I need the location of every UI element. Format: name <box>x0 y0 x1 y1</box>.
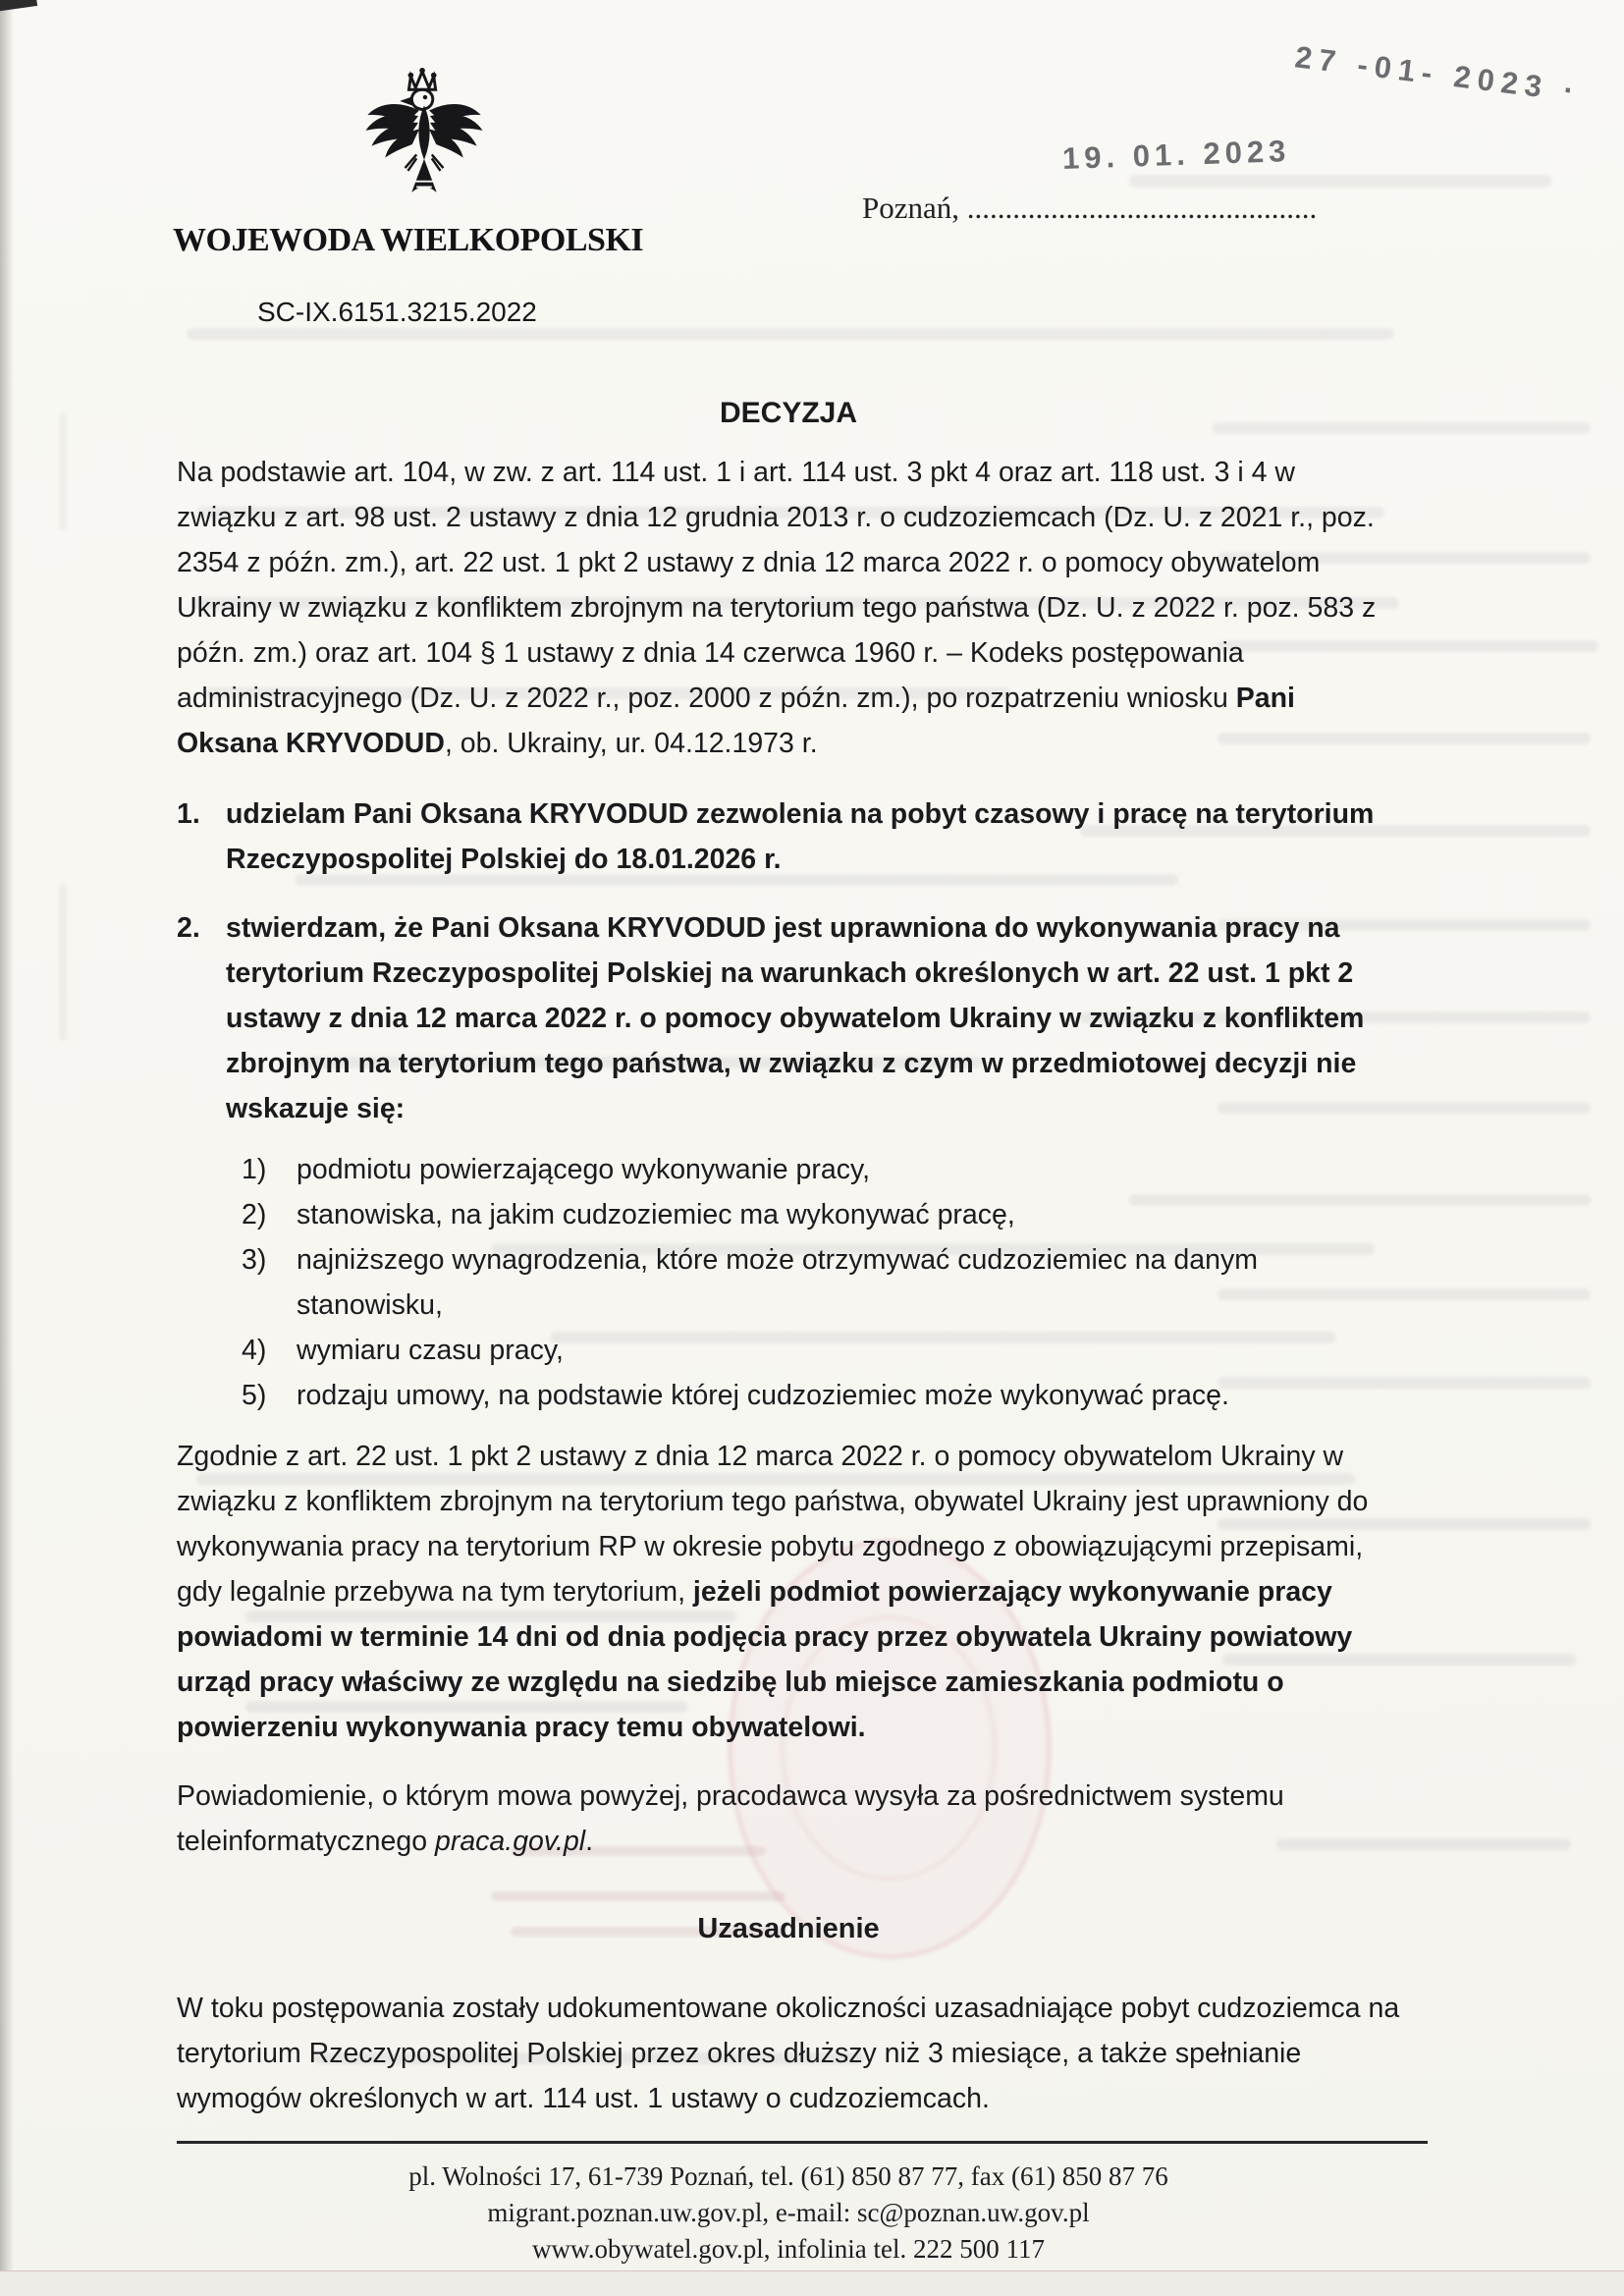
list-item <box>177 1192 1400 1237</box>
bleed-through-artifact <box>59 412 67 530</box>
list-item-text <box>297 1147 1400 1192</box>
list-item-text <box>297 1373 1400 1418</box>
text-segment: Na podstawie art. 104, w zw. z art. 114 ust. 1 i art. 114 ust. 3 pkt 4 oraz art. 118 ust. 3 i 4 w związku z art. 98 ust. 2 ustawy z dnia 12 grudnia 2013 r. o cudzoziemcach (Dz. U. z 2021 r., poz. 2354 z późn. zm.), art. 22 ust. 1 pkt 2 ustawy z dnia 12 marca 2022 r. o pomocy obywatelom Ukrainy w związku z konfliktem zbrojnym na terytorium tego państwa (Dz. U. z 2022 r. poz. 583 z późn. zm.) oraz art. 104 § 1 ustawy z dnia 14 czerwca 1960 r. – Kodeks postępowania administracyjnego (Dz. U. z 2022 r., poz. 2000 z późn. zm.), po rozpatrzeniu wniosku <box>177 457 1377 714</box>
footer-infoline-line: www.obywatel.gov.pl, infolinia tel. 222 500 117 <box>532 2234 1045 2264</box>
text-segment: najniższego wynagrodzenia, które może otrzymywać cudzoziemiec na danym stanowisku, <box>297 1244 1258 1321</box>
bleed-through-artifact <box>1129 175 1551 188</box>
text-segment: udzielam Pani Oksana KRYVODUD zezwolenia na pobyt czasowy i pracę na terytorium Rzeczypospolitej Polskiej do 18.01.2026 r. <box>226 798 1375 875</box>
text-segment: jeżeli podmiot powierzający wykonywanie pracy powiadomi w terminie 14 dni od dnia podjęcia pracy przez obywatela Ukrainy powiatowy urząd pracy właściwy ze względu na siedzibę lub miejsce zamieszkania podmiotu o powierzeniu wykonywania pracy temu obywatelowi. <box>177 1576 1353 1743</box>
footer-web-email-line: migrant.poznan.uw.gov.pl, e-mail: sc@poznan.uw.gov.pl <box>487 2198 1090 2227</box>
text-segment: wymiaru czasu pracy, <box>297 1335 564 1366</box>
text-segment: . <box>585 1826 594 1857</box>
article-22-explanation-paragraph <box>177 1434 1400 1750</box>
scan-edge-artifact <box>0 0 14 2296</box>
text-segment: Pani Oksana KRYVODUD <box>177 683 1295 759</box>
list-item <box>177 792 1400 882</box>
document-title: DECYZJA <box>719 397 858 429</box>
justification-heading: Uzasadnienie <box>697 1913 880 1944</box>
date-stamp-19-01-2023: 19. 01. 2023 <box>1061 133 1291 177</box>
text-segment: Zgodnie z art. 22 ust. 1 pkt 2 ustawy z dnia 12 marca 2022 r. o pomocy obywatelom Ukrainy w związku z konfliktem zbrojnym na terytorium tego państwa, obywatel Ukrainy jest uprawniony do wykonywania pracy na terytorium RP w okresie pobytu zgodnego z obowiązującymi przepisami, gdy legalnie przebywa na tym terytorium, <box>177 1441 1369 1608</box>
case-reference-number: SC-IX.6151.3215.2022 <box>257 297 537 327</box>
scan-bottom-artifact <box>0 2270 1624 2296</box>
place-date-line: Poznań, .............................................. <box>862 191 1318 225</box>
list-item <box>177 905 1400 1131</box>
list-item-number: 5) <box>242 1380 267 1411</box>
bleed-through-artifact <box>491 1891 785 1901</box>
not-specified-items-list <box>177 1147 1400 1418</box>
text-segment: praca.gov.pl <box>434 1826 586 1857</box>
scan-corner-artifact <box>0 0 37 12</box>
list-item <box>177 1237 1400 1328</box>
list-item-text <box>226 792 1400 882</box>
legal-basis-paragraph <box>177 450 1400 766</box>
list-item-number: 1. <box>177 798 200 830</box>
date-stamp-27-01-2023: 27 -01- 2023 · <box>1293 39 1583 109</box>
notification-paragraph <box>177 1774 1400 1864</box>
list-item-text <box>297 1237 1400 1328</box>
text-segment: , ob. Ukrainy, ur. 04.12.1973 r. <box>444 728 818 759</box>
polish-eagle-emblem <box>355 63 493 206</box>
list-item-text <box>226 905 1400 1131</box>
text-segment: rodzaju umowy, na podstawie której cudzoziemiec może wykonywać pracę. <box>297 1380 1229 1411</box>
text-segment: Powiadomienie, o którym mowa powyżej, pracodawca wysyła za pośrednictwem systemu teleinformatycznego <box>177 1780 1284 1857</box>
decision-points-list <box>177 792 1400 1155</box>
list-item <box>177 1147 1400 1192</box>
bleed-through-artifact <box>59 884 67 1041</box>
list-item-number: 2) <box>242 1199 267 1230</box>
list-item-text <box>297 1192 1400 1237</box>
text-segment: stanowiska, na jakim cudzoziemiec ma wykonywać pracę, <box>297 1199 1015 1230</box>
list-item-number: 1) <box>242 1154 267 1185</box>
text-segment: stwierdzam, że Pani Oksana KRYVODUD jest uprawniona do wykonywania pracy na terytorium Rzeczypospolitej Polskiej na warunkach określonych w art. 22 ust. 1 pkt 2 ustawy z dnia 12 marca 2022 r. o pomocy obywatelom Ukrainy w związku z konfliktem zbrojnym na terytorium tego państwa, <box>226 912 1365 1079</box>
list-item-number: 3) <box>242 1244 267 1276</box>
text-segment: w związku z czym w przedmiotowej decyzji nie wskazuje się: <box>226 1048 1357 1124</box>
footer-divider-line <box>177 2141 1428 2144</box>
footer-address-line: pl. Wolności 17, 61-739 Poznań, tel. (61) 850 87 77, fax (61) 850 87 76 <box>408 2161 1168 2191</box>
list-item <box>177 1373 1400 1418</box>
list-item-number: 2. <box>177 912 200 944</box>
list-item <box>177 1328 1400 1373</box>
list-item-number: 4) <box>242 1335 267 1366</box>
bleed-through-artifact <box>187 328 1394 340</box>
justification-paragraph: W toku postępowania zostały udokumentowane okoliczności uzasadniające pobyt cudzoziemca na terytorium Rzeczypospolitej Polskiej przez okres dłuższy niż 3 miesiące, a także spełnianie wymogów określonych w art. 114 ust. 1 ustawy o cudzoziemcach. <box>177 1993 1400 2114</box>
authority-name: WOJEWODA WIELKOPOLSKI <box>173 222 644 258</box>
text-segment: podmiotu powierzającego wykonywanie pracy, <box>297 1154 871 1185</box>
footer-contact-block <box>177 2159 1400 2268</box>
list-item-text <box>297 1328 1400 1373</box>
